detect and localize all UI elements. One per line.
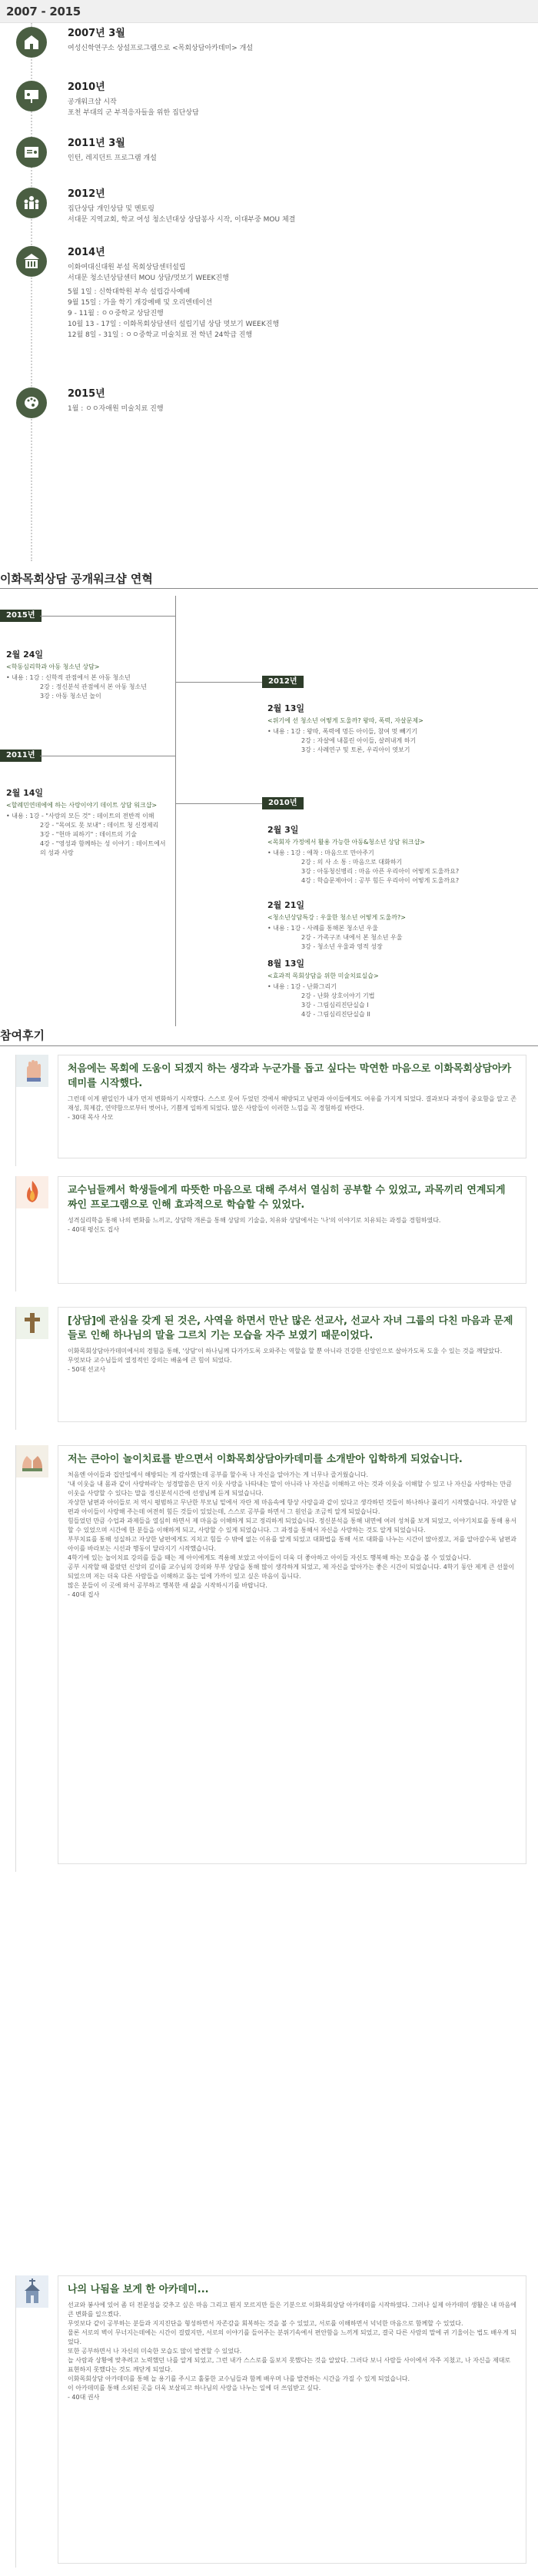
event-date: 2월 3일 xyxy=(267,825,299,835)
event-title: <청소년상담특강 : 우울한 청소년 어떻게 도울까?> xyxy=(267,914,406,921)
history-line: 서대문 청소년상담센터 MOU 상담/멋보기 WEEK진행 xyxy=(68,274,229,282)
history-line: 9 - 11월 : ㅇㅇ중학교 상담진행 xyxy=(68,310,164,317)
event-item: 3강 : 아동청신병리 : 마음 아픈 우리아이 어떻게 도울까요? xyxy=(301,868,460,875)
review-text: 물론 서로의 벽이 무너지는데에는 시간이 걸렸지만, 서로의 이야기를 들어주는 분위기속에서 편안함을 느끼게 되었고, 결국 다른 사람의 말에 귀 기울이는 법도 배우게 되었다. xyxy=(68,2329,516,2345)
event-item: • 내용 : 1강 - 사례를 통해본 청소년 우울 xyxy=(267,925,378,932)
timeline-event xyxy=(6,648,168,701)
event-item: 4강 : 학습문제아이 : 공부 힘든 우리아이 어떻게 도울까요? xyxy=(301,877,460,884)
review-text: 이 아카데미를 통해 소외된 곳을 더욱 보살피고 하나님의 사랑을 나누는 일에 더 쓰임받고 싶다. xyxy=(68,2385,321,2392)
event-date: 8월 13일 xyxy=(267,959,305,969)
review-text: 많은 분들이 이 곳에 와서 공부하고 행복한 새 삶을 시작하시기를 바랍니다. xyxy=(68,1582,267,1589)
history-year: 2010년 xyxy=(68,81,105,93)
event-title: <학동심리학과 아동 청소년 상담> xyxy=(6,663,100,670)
review-card xyxy=(15,1176,526,1291)
timeline-title: 이화목회상담 공개워크샵 연혁 xyxy=(0,572,153,586)
event-item: • 내용 : 1강 : 신학적 관점에서 본 아동 청소년 xyxy=(6,674,131,681)
year-tag-2011: 2011년 xyxy=(0,750,42,762)
history-year: 2014년 xyxy=(68,247,105,258)
review-headline: 저는 큰아이 놀이치료를 받으면서 이화목회상담아카데미를 소개받아 입학하게 되었습니다. xyxy=(68,1454,463,1465)
review-text: 그런데 이게 웬일인가 내가 먼저 변화하기 시작했다. 스스로 뭇어 두었던 것에서 해방되고 남편과 아이들에게도 여유를 가지게 되었다. 결과보다 과정이 중요함을 알고 존재성, 희제감, 연약함으로부터 벗어나, 기쁨게 일하게 되었다. 많은 사람들이 이러한 느낌을 꼭 경험하길 바란다. xyxy=(68,1095,516,1112)
timeline-event xyxy=(267,823,529,886)
review-card xyxy=(15,1445,526,1872)
hand-icon xyxy=(16,1055,48,1087)
review-text: 이화목회상담아카데미에서의 경험을 통해, '상담'이 하나님께 다가가도록 오와주는 역할을 할 뿐 아니라 건강한 신앙인으로 살아가도록 도울 수 있는 것을 깨달았다. xyxy=(68,1348,503,1354)
review-headline: 나의 나됨을 보게 한 아카데미... xyxy=(68,2284,209,2295)
year-connector xyxy=(176,682,262,683)
event-title: <효과적 목회상담을 위한 미술치료실습> xyxy=(267,972,379,979)
event-item: • 내용 : 1강 : 애착 : 마음으로 만아주기 xyxy=(267,849,374,856)
review-text: 부부치료를 통해 성실하고 자상한 남편에게도 지치고 힘들 수 밖에 없는 이유를 알게 되었고 대화법을 통해 서로 대화를 나누는 시간이 많아졌고, 저를 알아갈수록 남편과 아이를 바라보는 시선과 행동이 달라지기 시작했습니다. xyxy=(68,1536,516,1552)
review-text: 힘들었던 만큼 수업과 과제들을 열심히 하면서 제 마음을 이해하게 되고 정리하게 되었습니다. 정신분석을 통해 내면에 여러 성처를 보게 되었고, 이야기치료를 통해 용서할 수 있었으며 시간에 한 분들을 이해하게 되고, 사랑할 수 있게 되었습니다. 그 과정을 통해서 자신을 사랑하는 것도 알게 되었습니다. xyxy=(68,1517,516,1534)
review-body xyxy=(58,1055,526,1158)
timeline-event xyxy=(267,899,529,952)
flame-icon xyxy=(16,1176,48,1208)
review-text: 4학기에 있는 놀이치료 강의를 들을 때는 제 아이에게도 적용해 보았고 아이들이 더욱 더 좋아하고 아이들 자신도 행복해 하는 모습을 볼 수 있었습니다. xyxy=(68,1554,471,1561)
school-icon xyxy=(16,27,47,58)
review-text: 자상한 남편과 아이들로 저 역시 평범하고 무난한 부모님 밑에서 자란 제 마음속에 항상 사랑을과 같이 있다고 생각하던 것들이 하나하나 풀리기 시작했습니다. 자상한 남편과 아이들이 사랑해 주는데 여전히 힘든 것들이 있었는데, 스스로 공부를 하면서 그 원인을 조금씩 알게 되었습니다. xyxy=(68,1499,516,1515)
history-line: 포천 부대의 군 부적응자들을 위한 집단상담 xyxy=(68,109,199,117)
year-tag-2015: 2015년 xyxy=(0,610,42,622)
review-text: 무엇보다 같이 공부하는 분들과 지지진단을 형성하면서 자존감을 회복하는 것을 볼 수 있었고, 서로를 이해하면서 넉넉한 마음으로 함께할 수 있었다. xyxy=(68,2320,463,2327)
review-card xyxy=(15,2275,526,2568)
event-item: 2강 - "목여도 못 보내" : 데이트 청 신경제리 xyxy=(40,822,159,829)
review-text: 성격심리학을 통해 나의 변화를 느끼고, 상담학 개론을 통해 상담의 기술을, 치유와 상담에서는 '나'의 이야기로 치유되는 과정을 경험하였다. xyxy=(68,1217,441,1224)
review-author: - 40대 집사 xyxy=(68,1591,100,1598)
reviews-title: 참여후기 xyxy=(0,1029,45,1042)
history-line: 여성신학연구소 상설프로그램으로 <목회상담아카데미> 개설 xyxy=(68,45,254,52)
workshop-timeline xyxy=(0,596,538,1026)
event-item: • 내용 : 1강 : 왕따, 폭력에 멍든 아이들, 참여 멋 빼기기 xyxy=(267,728,418,735)
review-text: 공부 시작할 때 몰랐던 신앙의 깊이를 교수님의 강의와 부부 상담을 통해 많이 생각하게 되었고, 제 자신을 알아가는 좋은 시간이 되었습니다. 4학기 동안 제게 큰 선물이 되었으며 저는 더욱 다른 사람들을 이해하고 돕는 일에 가까이 있고 싶은 마음이 듭니다. xyxy=(68,1564,515,1580)
timeline-event xyxy=(267,957,529,1019)
event-item: 4강 - 그림심리진단실습 II xyxy=(301,1011,370,1018)
review-text: 또한 공부하면서 나 자신의 미숙한 모습도 많이 발견할 수 있었다. xyxy=(68,2348,242,2355)
year-tag-2012: 2012년 xyxy=(262,676,304,688)
event-title: <목회자 가정에서 활용 가능한 아동&청소년 상담 워크샵> xyxy=(267,839,425,846)
history-line: 인턴, 레지던트 프로그램 개설 xyxy=(68,155,157,162)
event-title: <위기에 선 청소년 어떻게 도울까? 왕따, 폭력, 자살문제> xyxy=(267,717,423,724)
event-item: 3강 - 청소년 우울과 영적 성장 xyxy=(301,943,383,950)
history-line: 10월 13 - 17일 : 이화목회상담센터 설립기념 상담 멋보기 WEEK진행 xyxy=(68,321,280,328)
event-date: 2월 13일 xyxy=(267,703,305,713)
review-body xyxy=(58,1307,526,1422)
event-item: 3강 : 아동 청소년 놀이 xyxy=(40,693,101,700)
review-text: 늘 사람과 상황에 맞추려고 노력했던 나를 알게 되었고, 그런 내가 스스로를 돌보지 못했다는 것을 알았다. 그러다 보니 사람들 사이에서 자주 지쳤고, 나 자신을 제대로 표현하지 못했다는 것도 깨닫게 되었다. xyxy=(68,2357,511,2373)
event-item: 2강 - 가족구조 내에서 본 청소년 우울 xyxy=(301,934,403,941)
certificate-icon xyxy=(16,137,47,168)
event-date: 2월 24일 xyxy=(6,650,44,660)
review-headline: [상담]에 관심을 갖게 된 것은, 사역을 하면서 만난 많은 선교사, 선교사 자녀 그룹의 다친 마음과 문제들로 인해 하나님의 말을 그르치 기는 모습을 자주 보였기 때문이었다. xyxy=(68,1315,513,1341)
hands-icon xyxy=(16,1445,48,1477)
event-date: 2월 14일 xyxy=(6,788,44,798)
review-body xyxy=(58,1445,526,1864)
event-item: • 내용 : 1강 - 난화그리기 xyxy=(267,983,337,990)
review-text: 무엇보다 교수님들의 열정적인 강의는 배움에 큰 힘이 되었다. xyxy=(68,1357,232,1364)
review-card xyxy=(15,1055,526,1166)
review-text: 이화목회상담 아카데미를 통해 늘 용기를 주시고 훌륭한 교수님들과 함께 배우며 나를 발견하는 시간을 가질 수 있게 되었습니다. xyxy=(68,2375,410,2382)
review-card xyxy=(15,1307,526,1430)
history-line: 12월 8일 - 31일 : ㅇㅇ중학교 미술치료 전 학년 24학급 진행 xyxy=(68,331,253,339)
event-item: 2강 : 정신분석 관점에서 본 아동 청소년 xyxy=(40,683,147,690)
review-author: - 30대 목사 사모 xyxy=(68,1114,114,1121)
history-line: 이화여대신대원 부설 목회상담센터설립 xyxy=(68,264,186,271)
event-item: 4강 - "영성과 함께하는 성 이야기 : 데이트에서의 성과 사랑 xyxy=(40,840,166,856)
building-icon xyxy=(16,246,47,277)
review-body xyxy=(58,1176,526,1284)
history-line: 서대문 지역교회, 학교 여성 청소년대상 상담봉사 시작, 이대부중 MOU 체결 xyxy=(68,216,296,224)
history-title: 2007 - 2015 xyxy=(6,5,81,18)
review-author: - 40대 권사 xyxy=(68,2394,100,2401)
event-date: 2월 21일 xyxy=(267,900,305,910)
timeline-event xyxy=(267,702,529,755)
history-line: 1월 : ㅇㅇ자애원 미술치료 진행 xyxy=(68,405,164,413)
year-tag-2010: 2010년 xyxy=(262,797,304,809)
history-section xyxy=(0,23,538,570)
timeline-axis xyxy=(175,596,176,1026)
review-author: - 40대 평신도 집사 xyxy=(68,1226,120,1233)
history-line: 집단상담 개인상담 및 멘토링 xyxy=(68,205,154,213)
event-item: 2강 : 자살에 내몰린 아이들, 살려내게 하기 xyxy=(301,737,417,744)
review-headline: 교수님들께서 학생들에게 따뜻한 마음으로 대해 주셔서 열심히 공부할 수 있었고, 과목끼리 연계되게 짜인 프로그램으로 인해 효과적으로 학습할 수 있었다. xyxy=(68,1185,506,1211)
history-header xyxy=(0,0,538,23)
reviews-divider xyxy=(0,1045,538,1046)
review-body xyxy=(58,2275,526,2564)
group-icon xyxy=(16,188,47,218)
timeline-event xyxy=(6,786,171,858)
history-year: 2015년 xyxy=(68,388,105,400)
event-item: 2강 : 의 사 소 통 : 마음으로 대화하기 xyxy=(301,859,403,866)
cross-icon xyxy=(16,1307,48,1339)
church-icon xyxy=(16,2275,48,2308)
review-author: - 50대 선교사 xyxy=(68,1366,106,1373)
history-line: 공개워크샵 시작 xyxy=(68,98,117,106)
history-year: 2007년 3월 xyxy=(68,28,125,39)
whiteboard-icon xyxy=(16,81,47,111)
history-line: 9월 15일 : 가을 학기 개강예배 및 오리엔테이션 xyxy=(68,299,213,307)
event-item: • 내용 : 1강 - "사랑의 모든 것" : 데이트의 전반적 이해 xyxy=(6,813,154,819)
year-connector xyxy=(176,803,262,804)
review-text: 처음엔 아이들과 집안일에서 해방되는 게 감사했는데 공부를 할수록 나 자신을 알아가는 게 너무나 즐거웠습니다. xyxy=(68,1471,369,1478)
year-connector xyxy=(40,616,175,617)
event-item: 3강 - "헌마 피하기" : 데이트의 기술 xyxy=(40,831,138,838)
history-year: 2011년 3월 xyxy=(68,138,125,149)
history-year: 2012년 xyxy=(68,188,105,200)
palette-icon xyxy=(16,387,47,418)
event-item: 2강 - 난화 상호이야기 기법 xyxy=(301,992,375,999)
timeline-divider xyxy=(0,588,538,589)
event-item: 3강 - 그림심리진단실습 I xyxy=(301,1002,369,1009)
event-item: 3강 : 사례연구 및 토론, 우리아이 엿보기 xyxy=(301,746,410,753)
event-title: <할례민연데에에 하는 사랑이야기 데이트 상담 워크샵> xyxy=(6,802,158,809)
review-text: 선교와 봉사에 있어 좀 더 전문성을 갖추고 싶은 마음 그리고 뭔지 모르지만 들은 기분으로 이화목회상담 아카데미를 시작하였다. 그러나 실제 아카데미 생활은 내 마음에 큰 변화를 일으켰다. xyxy=(68,2302,516,2318)
review-headline: 처음에는 목회에 도움이 되겠지 하는 생각과 누군가를 돕고 싶다는 막연한 마음으로 이화목회상담아카데미를 시작했다. xyxy=(68,1063,512,1089)
review-text: '내 이웃을 내 몸과 같이 사랑하라'는 성경말씀은 단지 이웃 사랑을 나타내는 말이 아니라 나 자신을 이해하고 아는 것과 이웃을 이해할 수 있고 나 자신을 사랑하는 만큼 이웃을 사랑할 수 있다는 말을 정신분석시간에 선생님께 듣게 되었습니다. xyxy=(68,1481,513,1497)
history-line: 5월 1일 : 신학대학원 부속 설립감사예배 xyxy=(68,288,191,296)
